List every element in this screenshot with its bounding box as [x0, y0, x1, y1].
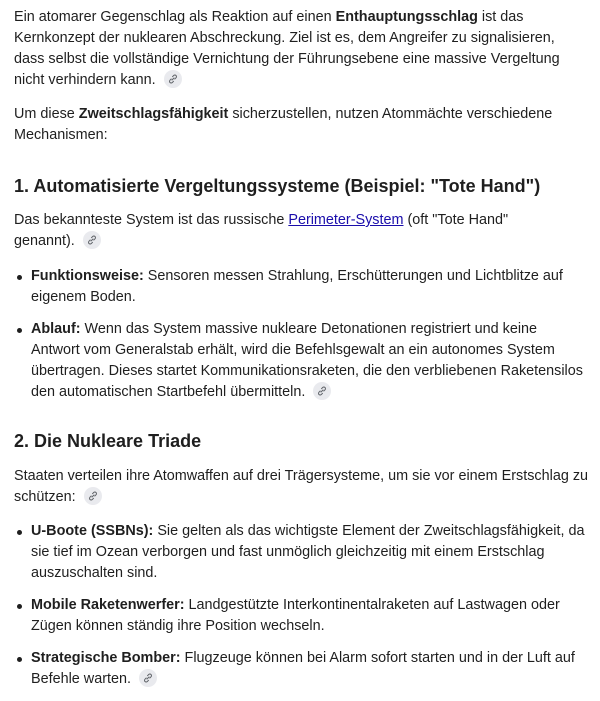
list-item: Funktionsweise: Sensoren messen Strahlung, Erschütterungen und Lichtblitze auf eigenem Boden.	[14, 266, 586, 308]
bullet-list-1	[14, 266, 586, 414]
intro-paragraph: Ein atomarer Gegenschlag als Reaktion auf einen Enthauptungsschlag ist das Kernkonzept der nuklearen Abschreckung. Ziel ist es, dem Angreifer zu signalisieren, dass selbst die vollständige Vernichtung der Führungsebene eine massive Vergeltung nicht verhindern kann.	[14, 9, 560, 88]
bold-term: Zweitschlagsfähigkeit	[78, 106, 229, 122]
source-link-icon[interactable]	[139, 669, 157, 687]
bullet-list-2	[14, 521, 586, 701]
section-heading-2: 2. Die Nukleare Triade	[14, 431, 202, 451]
bullet-icon	[17, 657, 22, 662]
list-item: U-Boote (SSBNs): Sie gelten als das wichtigste Element der Zweitschlagsfähigkeit, da sie tief im Ozean verborgen und fast unmöglich gleichzeitig mit einem Erstschlag auszuschalten sind.	[14, 521, 586, 584]
mechanisms-paragraph: Um diese Zweitschlagsfähigkeit sicherzustellen, nutzen Atommächte verschiedene Mechanismen:	[14, 106, 553, 143]
bullet-icon	[17, 328, 22, 333]
bullet-icon	[17, 604, 22, 609]
source-link-icon[interactable]	[313, 382, 331, 400]
list-item: Mobile Raketenwerfer: Landgestützte Interkontinentalraketen auf Lastwagen oder Zügen können ständig ihre Position wechseln.	[14, 595, 586, 637]
list-item: Strategische Bomber: Flugzeuge können bei Alarm sofort starten und in der Luft auf Befehle warten.	[14, 648, 586, 690]
list-item: Ablauf: Wenn das System massive nukleare Detonationen registriert und keine Antwort vom Generalstab erhält, wird die Befehlsgewalt an ein autonomes System übertragen. Dieses startet Kommunikationsraketen, die den verbliebenen Raketensilos den automatischen Startbefehl übermitteln.	[14, 319, 586, 403]
bullet-icon	[17, 275, 22, 280]
perimeter-paragraph: Das bekannteste System ist das russische Perimeter-System (oft "Tote Hand" genannt).	[14, 212, 509, 249]
perimeter-system-link[interactable]: Perimeter-System	[288, 212, 404, 228]
section-heading-1: 1. Automatisierte Vergeltungssysteme (Beispiel: "Tote Hand")	[14, 176, 541, 196]
bullet-icon	[17, 530, 22, 535]
source-link-icon[interactable]	[83, 231, 101, 249]
bold-term: Enthauptungsschlag	[335, 9, 478, 25]
source-link-icon[interactable]	[84, 487, 102, 505]
source-link-icon[interactable]	[164, 70, 182, 88]
triade-paragraph: Staaten verteilen ihre Atomwaffen auf drei Trägersysteme, um sie vor einem Erstschlag zu schützen:	[14, 468, 589, 505]
